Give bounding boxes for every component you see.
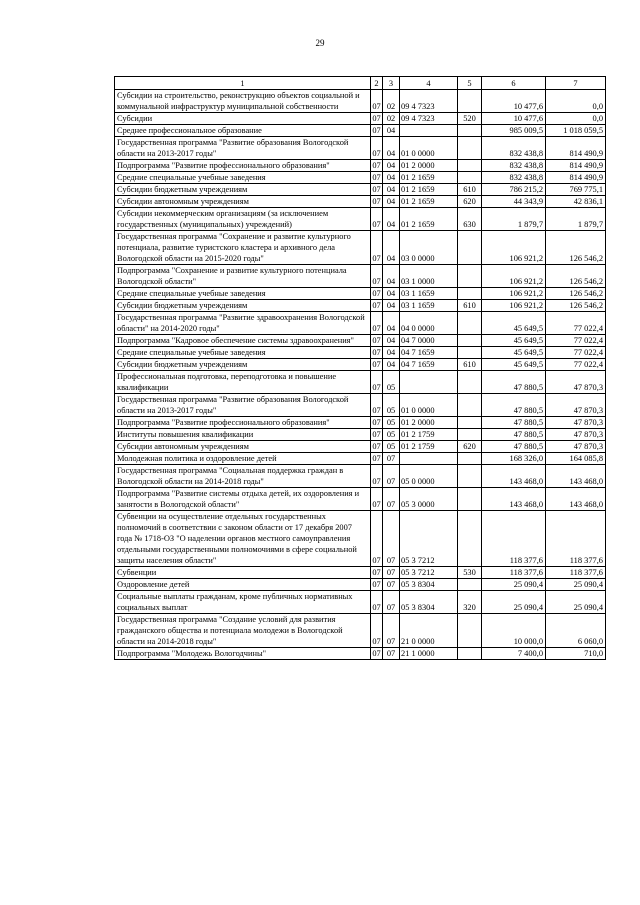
row-amount-2017: 814 490,9: [546, 172, 606, 184]
row-subsection: 04: [383, 160, 400, 172]
row-amount-2017: 814 490,9: [546, 160, 606, 172]
row-amount-2017: 814 490,9: [546, 137, 606, 160]
row-section: 07: [372, 126, 381, 135]
row-subsection: 07: [383, 591, 400, 614]
row-section: 07: [371, 371, 383, 394]
row-target-code: [400, 371, 458, 394]
row-section: 07: [371, 208, 383, 231]
header-cell: 6: [482, 77, 546, 90]
row-amount-2017: 42 836,1: [546, 196, 606, 208]
row-target-code: 03 1 1659: [400, 288, 458, 300]
row-subsection: 05: [383, 394, 400, 417]
row-expense-type: [458, 648, 482, 660]
row-amount-2016: 47 880,5: [482, 371, 546, 394]
row-amount-2016: 25 090,4: [482, 591, 546, 614]
table-row: [115, 453, 606, 465]
row-amount-2016: 786 215,2: [482, 184, 546, 196]
table-row: [115, 312, 606, 335]
row-section: 07: [371, 591, 383, 614]
row-name: Институты повышения квалификации: [115, 429, 371, 441]
row-section: 07: [372, 161, 381, 170]
row-amount-2017: 769 775,1: [546, 184, 606, 196]
row-amount-2016: 118 377,6: [482, 567, 546, 579]
row-name: Средние специальные учебные заведения: [115, 288, 371, 300]
row-section: 07: [371, 265, 383, 288]
table-row: [115, 614, 606, 648]
row-name: Субсидии на строительство, реконструкцию объектов социальной и коммунальной инфраструктур муниципальной собственности: [115, 90, 371, 113]
row-name: Молодежная политика и оздоровление детей: [115, 453, 371, 465]
table-row: [115, 335, 606, 347]
row-section: 07: [372, 301, 381, 310]
row-name: Подпрограмма "Развитие профессионального образования": [115, 160, 371, 172]
row-expense-type: 630: [458, 208, 482, 231]
row-amount-2016: 985 009,5: [482, 125, 546, 137]
row-amount-2016: 47 880,5: [482, 429, 546, 441]
table-row: [115, 265, 606, 288]
row-subsection: 04: [383, 172, 400, 184]
row-section: 07: [372, 418, 381, 427]
row-expense-type: [458, 371, 482, 394]
row-amount-2016: 47 880,5: [482, 417, 546, 429]
row-section: 07: [372, 173, 381, 182]
row-section: 07: [372, 454, 381, 463]
row-amount-2016: 10 000,0: [482, 614, 546, 648]
row-target-code: 01 2 1759: [400, 429, 458, 441]
row-target-code: 01 2 0000: [400, 160, 458, 172]
row-name: Оздоровление детей: [115, 579, 371, 591]
row-expense-type: 530: [458, 567, 482, 579]
table-row: [115, 300, 606, 312]
row-expense-type: [458, 488, 482, 511]
table-row: [115, 90, 606, 113]
row-target-code: 03 0 0000: [400, 231, 458, 265]
row-amount-2016: 45 649,5: [482, 347, 546, 359]
row-target-code: 01 2 1659: [400, 208, 458, 231]
row-subsection: 07: [383, 488, 400, 511]
row-section: 07: [372, 185, 381, 194]
row-expense-type: 610: [458, 359, 482, 371]
row-amount-2017: 77 022,4: [546, 312, 606, 335]
row-amount-2017: 1 879,7: [546, 208, 606, 231]
table-row: [115, 172, 606, 184]
row-target-code: 01 0 0000: [400, 137, 458, 160]
row-subsection: 04: [383, 312, 400, 335]
row-section: 07: [372, 114, 381, 123]
row-amount-2017: 25 090,4: [546, 579, 606, 591]
row-section: 07: [372, 442, 381, 451]
row-amount-2016: 44 343,9: [482, 196, 546, 208]
row-amount-2016: 832 438,8: [482, 160, 546, 172]
row-subsection: 04: [383, 231, 400, 265]
row-section: 07: [372, 649, 381, 658]
row-name: Субсидии бюджетным учреждениям: [115, 300, 371, 312]
row-subsection: 07: [383, 579, 400, 591]
row-subsection: 04: [383, 335, 400, 347]
row-section: 07: [371, 511, 383, 567]
row-amount-2017: 126 546,2: [546, 300, 606, 312]
row-amount-2017: 710,0: [546, 648, 606, 660]
row-name: Подпрограмма "Развитие профессионального образования": [115, 417, 371, 429]
row-expense-type: [458, 137, 482, 160]
row-name: Средние специальные учебные заведения: [115, 172, 371, 184]
row-name: Субсидии некоммерческим организациям (за исключением государственных (муниципальных) учреждений): [115, 208, 371, 231]
table-row: [115, 125, 606, 137]
row-subsection: 04: [383, 288, 400, 300]
row-expense-type: [458, 335, 482, 347]
row-expense-type: [458, 347, 482, 359]
row-amount-2016: 7 400,0: [482, 648, 546, 660]
row-amount-2017: 118 377,6: [546, 511, 606, 567]
row-expense-type: [458, 265, 482, 288]
row-section: 07: [372, 197, 381, 206]
row-expense-type: [458, 125, 482, 137]
row-target-code: 03 1 1659: [400, 300, 458, 312]
row-amount-2016: 47 880,5: [482, 394, 546, 417]
row-target-code: 04 7 1659: [400, 347, 458, 359]
row-name: Субсидии автономным учреждениям: [115, 441, 371, 453]
table-row: [115, 196, 606, 208]
row-subsection: 07: [383, 648, 400, 660]
table-row: [115, 371, 606, 394]
row-amount-2016: 10 477,6: [482, 90, 546, 113]
row-subsection: 05: [383, 441, 400, 453]
row-amount-2017: 0,0: [546, 90, 606, 113]
row-section: 07: [371, 231, 383, 265]
row-name: Среднее профессиональное образование: [115, 125, 371, 137]
table-row: [115, 591, 606, 614]
row-amount-2016: 25 090,4: [482, 579, 546, 591]
row-subsection: 04: [383, 265, 400, 288]
row-amount-2016: 143 468,0: [482, 488, 546, 511]
row-target-code: 01 0 0000: [400, 394, 458, 417]
table-row: [115, 113, 606, 125]
row-target-code: 05 0 0000: [400, 465, 458, 488]
row-target-code: 04 7 1659: [400, 359, 458, 371]
row-expense-type: [458, 429, 482, 441]
row-name: Субсидии бюджетным учреждениям: [115, 184, 371, 196]
row-amount-2016: 47 880,5: [482, 441, 546, 453]
table-row: [115, 567, 606, 579]
row-target-code: [400, 453, 458, 465]
row-amount-2016: 106 921,2: [482, 265, 546, 288]
table-row: [115, 429, 606, 441]
row-section: 07: [371, 312, 383, 335]
row-name: Государственная программа "Развитие образования Вологодской области на 2013-2017 годы": [115, 394, 371, 417]
row-amount-2017: 47 870,3: [546, 394, 606, 417]
row-section: 07: [372, 568, 381, 577]
row-name: Субсидии: [115, 113, 371, 125]
row-amount-2017: 126 546,2: [546, 288, 606, 300]
row-name: Государственная программа "Развитие образования Вологодской области на 2013-2017 годы": [115, 137, 371, 160]
row-section: 07: [372, 580, 381, 589]
row-amount-2017: 25 090,4: [546, 591, 606, 614]
table-row: [115, 394, 606, 417]
row-section: 07: [371, 394, 383, 417]
row-subsection: 05: [383, 371, 400, 394]
header-cell: 1: [115, 77, 371, 90]
row-target-code: 04 0 0000: [400, 312, 458, 335]
table-row: [115, 359, 606, 371]
row-target-code: 01 2 0000: [400, 417, 458, 429]
row-expense-type: [458, 465, 482, 488]
row-amount-2017: 164 085,8: [546, 453, 606, 465]
table-row: [115, 441, 606, 453]
row-name: Подпрограмма "Молодежь Вологодчины": [115, 648, 371, 660]
row-amount-2017: 77 022,4: [546, 335, 606, 347]
row-amount-2017: 77 022,4: [546, 347, 606, 359]
row-expense-type: 610: [458, 300, 482, 312]
row-amount-2016: 106 921,2: [482, 288, 546, 300]
row-expense-type: [458, 160, 482, 172]
table-row: [115, 347, 606, 359]
table-row: [115, 417, 606, 429]
row-target-code: 21 1 0000: [400, 648, 458, 660]
row-section: 07: [371, 137, 383, 160]
row-target-code: 01 2 1659: [400, 172, 458, 184]
row-subsection: 04: [383, 196, 400, 208]
row-section: 07: [371, 488, 383, 511]
table-row: [115, 465, 606, 488]
row-name: Государственная программа "Создание условий для развития гражданского общества и потенциала молодежи в Вологодской области на 2014-2018 годы": [115, 614, 371, 648]
row-name: Субсидии автономным учреждениям: [115, 196, 371, 208]
row-target-code: 03 1 0000: [400, 265, 458, 288]
table-row: [115, 137, 606, 160]
row-target-code: 21 0 0000: [400, 614, 458, 648]
row-target-code: 05 3 7212: [400, 567, 458, 579]
table-row: [115, 511, 606, 567]
table-row: [115, 488, 606, 511]
row-amount-2016: 45 649,5: [482, 312, 546, 335]
row-subsection: 04: [383, 208, 400, 231]
row-target-code: 05 3 7212: [400, 511, 458, 567]
row-subsection: 04: [383, 300, 400, 312]
table-row: [115, 648, 606, 660]
row-name: Государственная программа "Развитие здравоохранения Вологодской области" на 2014-2020 годы": [115, 312, 371, 335]
row-subsection: 02: [383, 113, 400, 125]
row-expense-type: [458, 579, 482, 591]
header-cell: 4: [400, 77, 458, 90]
row-amount-2016: 10 477,6: [482, 113, 546, 125]
row-target-code: 01 2 1659: [400, 196, 458, 208]
row-name: Социальные выплаты гражданам, кроме публичных нормативных социальных выплат: [115, 591, 371, 614]
row-subsection: 05: [383, 417, 400, 429]
row-subsection: 07: [383, 511, 400, 567]
row-expense-type: [458, 511, 482, 567]
row-name: Государственная программа "Социальная поддержка граждан в Вологодской области на 2014-2018 годы": [115, 465, 371, 488]
row-amount-2017: 77 022,4: [546, 359, 606, 371]
header-cell: 3: [383, 77, 400, 90]
row-expense-type: 320: [458, 591, 482, 614]
row-name: Государственная программа "Сохранение и развитие культурного потенциала, развитие туристского кластера и архивного дела Вологодской области на 2015-2020 годы": [115, 231, 371, 265]
row-target-code: [400, 125, 458, 137]
row-amount-2016: 45 649,5: [482, 359, 546, 371]
row-subsection: 04: [383, 184, 400, 196]
row-subsection: 05: [383, 429, 400, 441]
row-target-code: 05 3 0000: [400, 488, 458, 511]
row-subsection: 02: [383, 90, 400, 113]
row-expense-type: [458, 417, 482, 429]
row-section: 07: [372, 430, 381, 439]
header-row: [115, 77, 606, 90]
row-amount-2016: 168 326,0: [482, 453, 546, 465]
row-subsection: 07: [383, 614, 400, 648]
header-cell: 5: [458, 77, 482, 90]
row-subsection: 07: [383, 567, 400, 579]
row-subsection: 04: [383, 125, 400, 137]
row-expense-type: [458, 172, 482, 184]
row-target-code: 01 2 1659: [400, 184, 458, 196]
row-expense-type: 610: [458, 184, 482, 196]
row-target-code: 05 3 8304: [400, 579, 458, 591]
table-row: [115, 184, 606, 196]
row-amount-2016: 832 438,8: [482, 172, 546, 184]
row-expense-type: [458, 231, 482, 265]
row-section: 07: [371, 90, 383, 113]
row-amount-2017: 126 546,2: [546, 265, 606, 288]
row-expense-type: [458, 394, 482, 417]
row-expense-type: [458, 453, 482, 465]
row-name: Подпрограмма "Развитие системы отдыха детей, их оздоровления и занятости в Вологодской области": [115, 488, 371, 511]
row-expense-type: 520: [458, 113, 482, 125]
row-section: 07: [371, 614, 383, 648]
row-section: 07: [371, 465, 383, 488]
row-amount-2017: 47 870,3: [546, 429, 606, 441]
row-subsection: 07: [383, 465, 400, 488]
row-target-code: 01 2 1759: [400, 441, 458, 453]
row-name: Профессиональная подготовка, переподготовка и повышение квалификации: [115, 371, 371, 394]
row-subsection: 04: [383, 359, 400, 371]
header-cell: 7: [546, 77, 606, 90]
row-amount-2017: 126 546,2: [546, 231, 606, 265]
row-expense-type: [458, 90, 482, 113]
row-subsection: 04: [383, 347, 400, 359]
table-row: [115, 288, 606, 300]
table-row: [115, 160, 606, 172]
row-target-code: 09 4 7323: [400, 90, 458, 113]
table-row: [115, 231, 606, 265]
row-amount-2016: 1 879,7: [482, 208, 546, 231]
row-section: 07: [372, 360, 381, 369]
row-amount-2017: 47 870,3: [546, 417, 606, 429]
row-amount-2017: 1 018 059,5: [546, 125, 606, 137]
row-amount-2016: 832 438,8: [482, 137, 546, 160]
row-name: Подпрограмма "Сохранение и развитие культурного потенциала Вологодской области": [115, 265, 371, 288]
row-amount-2016: 143 468,0: [482, 465, 546, 488]
row-expense-type: [458, 288, 482, 300]
row-subsection: 04: [383, 137, 400, 160]
row-section: 07: [372, 348, 381, 357]
row-amount-2017: 0,0: [546, 113, 606, 125]
row-amount-2017: 47 870,3: [546, 441, 606, 453]
budget-table: [114, 76, 606, 660]
row-amount-2017: 47 870,3: [546, 371, 606, 394]
row-amount-2017: 143 468,0: [546, 465, 606, 488]
row-amount-2017: 118 377,6: [546, 567, 606, 579]
row-target-code: 09 4 7323: [400, 113, 458, 125]
row-section: 07: [372, 289, 381, 298]
row-name: Подпрограмма "Кадровое обеспечение системы здравоохранения": [115, 335, 371, 347]
row-amount-2017: 6 060,0: [546, 614, 606, 648]
table-row: [115, 208, 606, 231]
row-target-code: 04 7 0000: [400, 335, 458, 347]
row-name: Субсидии бюджетным учреждениям: [115, 359, 371, 371]
row-name: Субвенции: [115, 567, 371, 579]
row-expense-type: [458, 614, 482, 648]
row-amount-2017: 143 468,0: [546, 488, 606, 511]
row-expense-type: [458, 312, 482, 335]
row-amount-2016: 106 921,2: [482, 300, 546, 312]
header-cell: 2: [371, 77, 383, 90]
row-subsection: 07: [383, 453, 400, 465]
row-target-code: 05 3 8304: [400, 591, 458, 614]
row-amount-2016: 118 377,6: [482, 511, 546, 567]
row-name: Средние специальные учебные заведения: [115, 347, 371, 359]
row-name: Субвенции на осуществление отдельных государственных полномочий в соответствии с законом области от 17 декабря 2007 года № 1718-ОЗ "О наделении органов местного самоуправления отдельными государственными полномочиями в сфере социальной защиты населения области": [115, 511, 371, 567]
row-amount-2016: 106 921,2: [482, 231, 546, 265]
row-amount-2016: 45 649,5: [482, 335, 546, 347]
page-number: 29: [315, 38, 325, 48]
row-expense-type: 620: [458, 441, 482, 453]
table-row: [115, 579, 606, 591]
row-section: 07: [372, 336, 381, 345]
row-expense-type: 620: [458, 196, 482, 208]
